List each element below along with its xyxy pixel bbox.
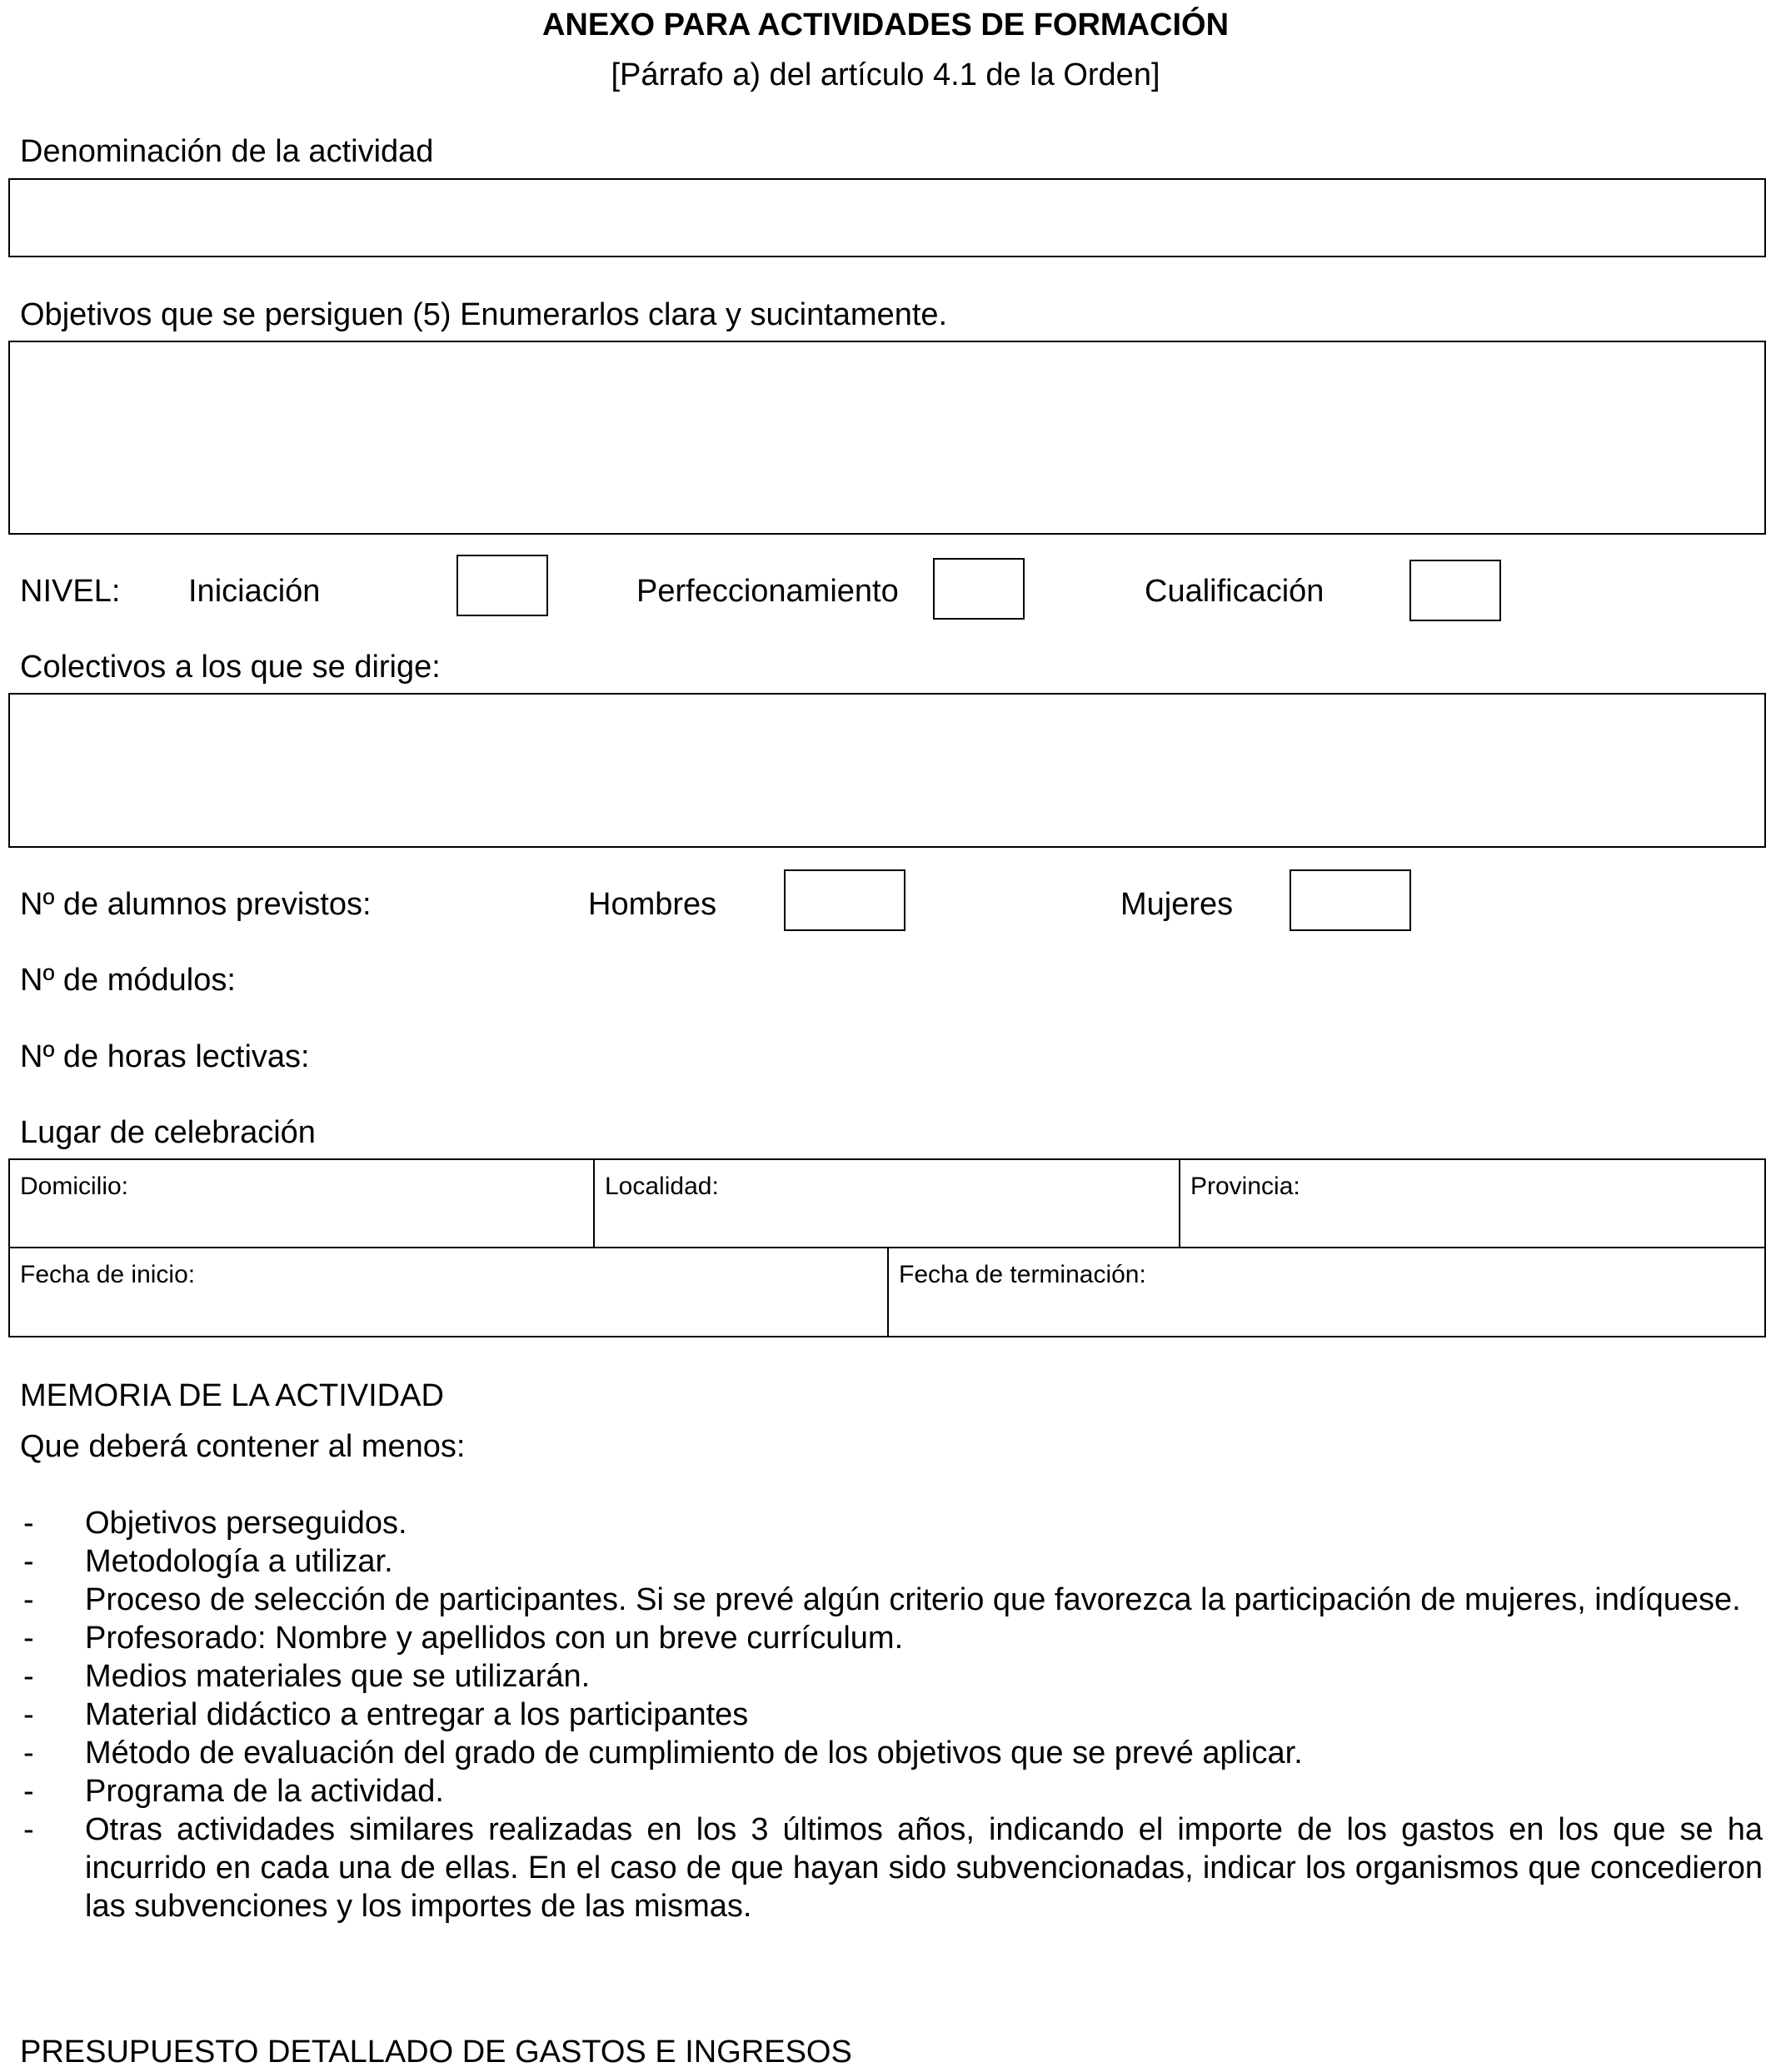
objetivos-field[interactable] xyxy=(8,341,1766,535)
domicilio-label: Domicilio: xyxy=(20,1173,129,1200)
list-item xyxy=(20,1772,1763,1811)
list-item xyxy=(20,1619,1763,1657)
fecha-inicio-cell[interactable] xyxy=(8,1247,889,1337)
lugar-table xyxy=(8,1158,1766,1337)
list-bullet: - xyxy=(23,1544,34,1579)
list-item-text: Material didáctico a entregar a los participantes xyxy=(85,1697,749,1732)
list-bullet: - xyxy=(23,1697,34,1732)
list-item-text: Método de evaluación del grado de cumplimiento de los objetivos que se prevé aplicar. xyxy=(85,1736,1303,1771)
list-item xyxy=(20,1734,1763,1772)
modulos-label: Nº de módulos: xyxy=(20,963,236,998)
list-bullet: - xyxy=(23,1582,34,1617)
localidad-cell[interactable] xyxy=(593,1158,1180,1248)
presupuesto-heading: PRESUPUESTO DETALLADO DE GASTOS E INGRESOS xyxy=(20,2035,852,2070)
list-item-text: Otras actividades similares realizadas en los 3 últimos años, indicando el importe de los gastos en los que se ha incurrido en cada una de ellas. En el caso de que hayan sido subvencionadas, indicar los organismos que concedieron las subvenciones y los importes de las mismas. xyxy=(85,1812,1763,1924)
domicilio-cell[interactable] xyxy=(8,1158,595,1248)
nivel-iniciacion-label: Iniciación xyxy=(188,574,321,609)
list-bullet: - xyxy=(23,1621,34,1656)
nivel-cualificacion-checkbox[interactable] xyxy=(1409,560,1501,621)
horas-label: Nº de horas lectivas: xyxy=(20,1039,310,1074)
list-item-text: Profesorado: Nombre y apellidos con un breve currículum. xyxy=(85,1621,904,1656)
nivel-cualificacion-label: Cualificación xyxy=(1145,574,1325,609)
memoria-intro: Que deberá contener al menos: xyxy=(20,1429,466,1464)
list-item-text: Programa de la actividad. xyxy=(85,1774,444,1809)
list-item xyxy=(20,1657,1763,1696)
list-item xyxy=(20,1696,1763,1734)
list-item xyxy=(20,1542,1763,1581)
list-item xyxy=(20,1811,1763,1925)
hombres-label: Hombres xyxy=(588,887,717,922)
nivel-iniciacion-checkbox[interactable] xyxy=(456,555,548,616)
list-item xyxy=(20,1504,1763,1542)
list-item-text: Objetivos perseguidos. xyxy=(85,1506,407,1541)
mujeres-label: Mujeres xyxy=(1120,887,1234,922)
memoria-heading: MEMORIA DE LA ACTIVIDAD xyxy=(20,1378,444,1413)
memoria-list xyxy=(20,1504,1763,1925)
provincia-label: Provincia: xyxy=(1190,1173,1300,1200)
colectivos-label: Colectivos a los que se dirige: xyxy=(20,650,441,685)
mujeres-field[interactable] xyxy=(1290,869,1411,931)
denominacion-label: Denominación de la actividad xyxy=(20,134,434,169)
denominacion-field[interactable] xyxy=(8,178,1766,257)
list-bullet: - xyxy=(23,1774,34,1809)
colectivos-field[interactable] xyxy=(8,693,1766,848)
list-item-text: Proceso de selección de participantes. Si se prevé algún criterio que favorezca la participación de mujeres, indíquese. xyxy=(85,1582,1741,1617)
alumnos-label: Nº de alumnos previstos: xyxy=(20,887,372,922)
localidad-label: Localidad: xyxy=(605,1173,719,1200)
list-bullet: - xyxy=(23,1736,34,1771)
objetivos-label: Objetivos que se persiguen (5) Enumerarlos clara y sucintamente. xyxy=(20,297,948,332)
nivel-label: NIVEL: xyxy=(20,574,121,609)
nivel-perfeccionamiento-label: Perfeccionamiento xyxy=(636,574,899,609)
list-item xyxy=(20,1581,1763,1619)
fecha-terminacion-cell[interactable] xyxy=(887,1247,1766,1337)
list-item-text: Medios materiales que se utilizarán. xyxy=(85,1659,591,1694)
provincia-cell[interactable] xyxy=(1179,1158,1766,1248)
document-title: ANEXO PARA ACTIVIDADES DE FORMACIÓN xyxy=(541,7,1230,42)
document-subtitle: [Párrafo a) del artículo 4.1 de la Orden] xyxy=(611,57,1160,92)
nivel-perfeccionamiento-checkbox[interactable] xyxy=(933,558,1025,620)
list-bullet: - xyxy=(23,1659,34,1694)
list-bullet: - xyxy=(23,1506,34,1541)
list-item-text: Metodología a utilizar. xyxy=(85,1544,393,1579)
fecha-terminacion-label: Fecha de terminación: xyxy=(899,1261,1146,1288)
hombres-field[interactable] xyxy=(784,869,905,931)
list-bullet: - xyxy=(23,1812,34,1847)
lugar-label: Lugar de celebración xyxy=(20,1115,316,1150)
fecha-inicio-label: Fecha de inicio: xyxy=(20,1261,196,1288)
